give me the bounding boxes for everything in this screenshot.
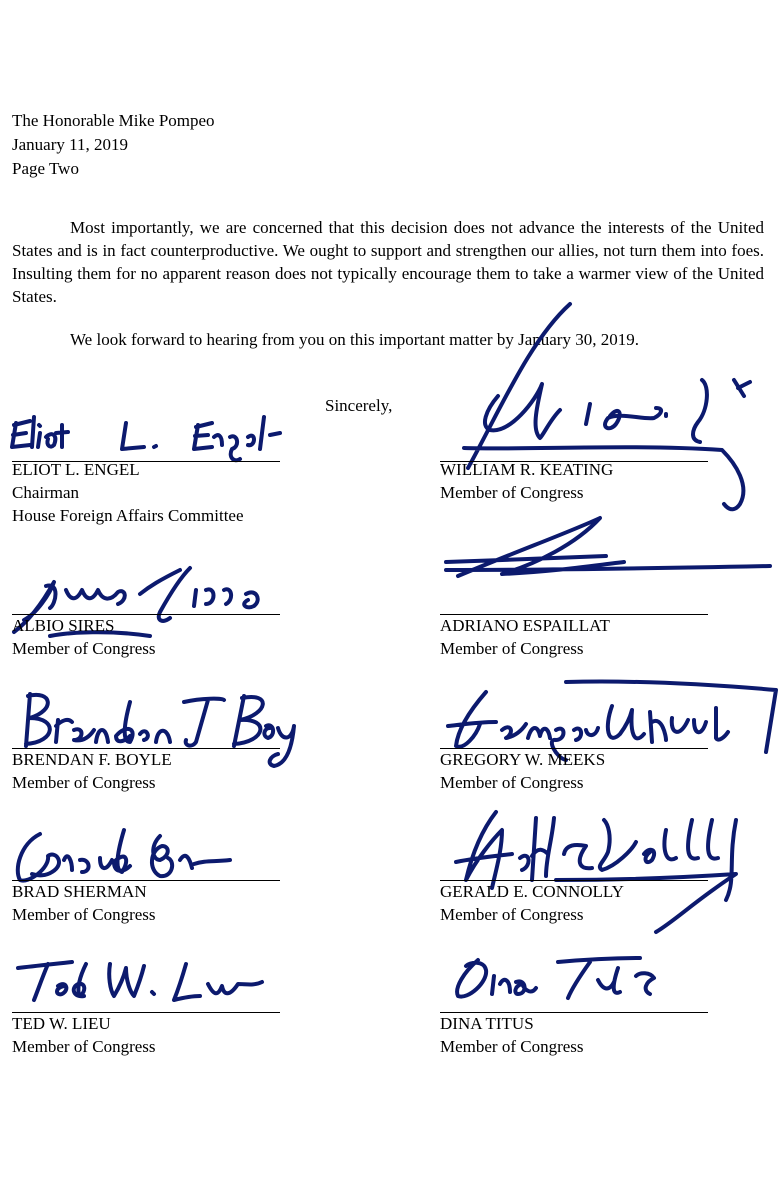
signature-block-connolly — [440, 880, 624, 926]
signatory-name: BRENDAN F. BOYLE — [12, 750, 172, 769]
signatory-title: Member of Congress — [440, 773, 584, 792]
signature-block-titus — [440, 1012, 584, 1058]
closing-salutation: Sincerely, — [325, 396, 393, 415]
signatory-name: TED W. LIEU — [12, 1014, 111, 1033]
signatory-title: Member of Congress — [440, 1037, 584, 1056]
body-paragraph-2: We look forward to hearing from you on this important matter by January 30, 2019. — [70, 330, 639, 349]
signatory-name: GERALD E. CONNOLLY — [440, 882, 624, 901]
signatory-title: Chairman — [12, 483, 80, 502]
signatory-title: Member of Congress — [440, 483, 584, 502]
signatory-name: GREGORY W. MEEKS — [440, 750, 606, 769]
body-paragraph-1: Most importantly, we are concerned that this decision does not advance the interests of the United States and is in fact counterproductive. We ought to support and strengthen our allies, not turn them into foes. Insulting them for no apparent reason does not typically encourage them to take a warmer view of the United States. — [12, 218, 764, 306]
signatory-name: WILLIAM R. KEATING — [440, 460, 614, 479]
signatory-title: Member of Congress — [440, 639, 584, 658]
signatory-name: BRAD SHERMAN — [12, 882, 147, 901]
signature-block-sherman — [12, 880, 156, 926]
signature-engel-image — [8, 405, 288, 465]
signatory-title: Member of Congress — [12, 1037, 156, 1056]
signatory-name: ALBIO SIRES — [12, 616, 115, 635]
date-line: January 11, 2019 — [12, 135, 128, 154]
signatory-title: Member of Congress — [440, 905, 584, 924]
signatory-committee: House Foreign Affairs Committee — [12, 506, 244, 525]
signatory-title: Member of Congress — [12, 639, 156, 658]
page-number-line: Page Two — [12, 159, 79, 178]
signature-block-engel — [12, 458, 244, 527]
signature-block-espaillat — [440, 614, 610, 660]
signature-lieu-image — [14, 956, 274, 1011]
letter-header — [12, 109, 215, 181]
signature-block-meeks — [440, 748, 605, 794]
signature-block-keating — [440, 458, 613, 504]
signature-block-sires — [12, 614, 156, 660]
signatory-name: DINA TITUS — [440, 1014, 534, 1033]
signature-block-boyle — [12, 748, 172, 794]
signatory-name: ADRIANO ESPAILLAT — [440, 616, 610, 635]
signature-espaillat-image — [440, 510, 780, 590]
signature-block-lieu — [12, 1012, 156, 1058]
signatory-name: ELIOT L. ENGEL — [12, 460, 140, 479]
signature-titus-image — [440, 952, 700, 1012]
recipient-line: The Honorable Mike Pompeo — [12, 111, 215, 130]
signatory-title: Member of Congress — [12, 905, 156, 924]
signatory-title: Member of Congress — [12, 773, 156, 792]
